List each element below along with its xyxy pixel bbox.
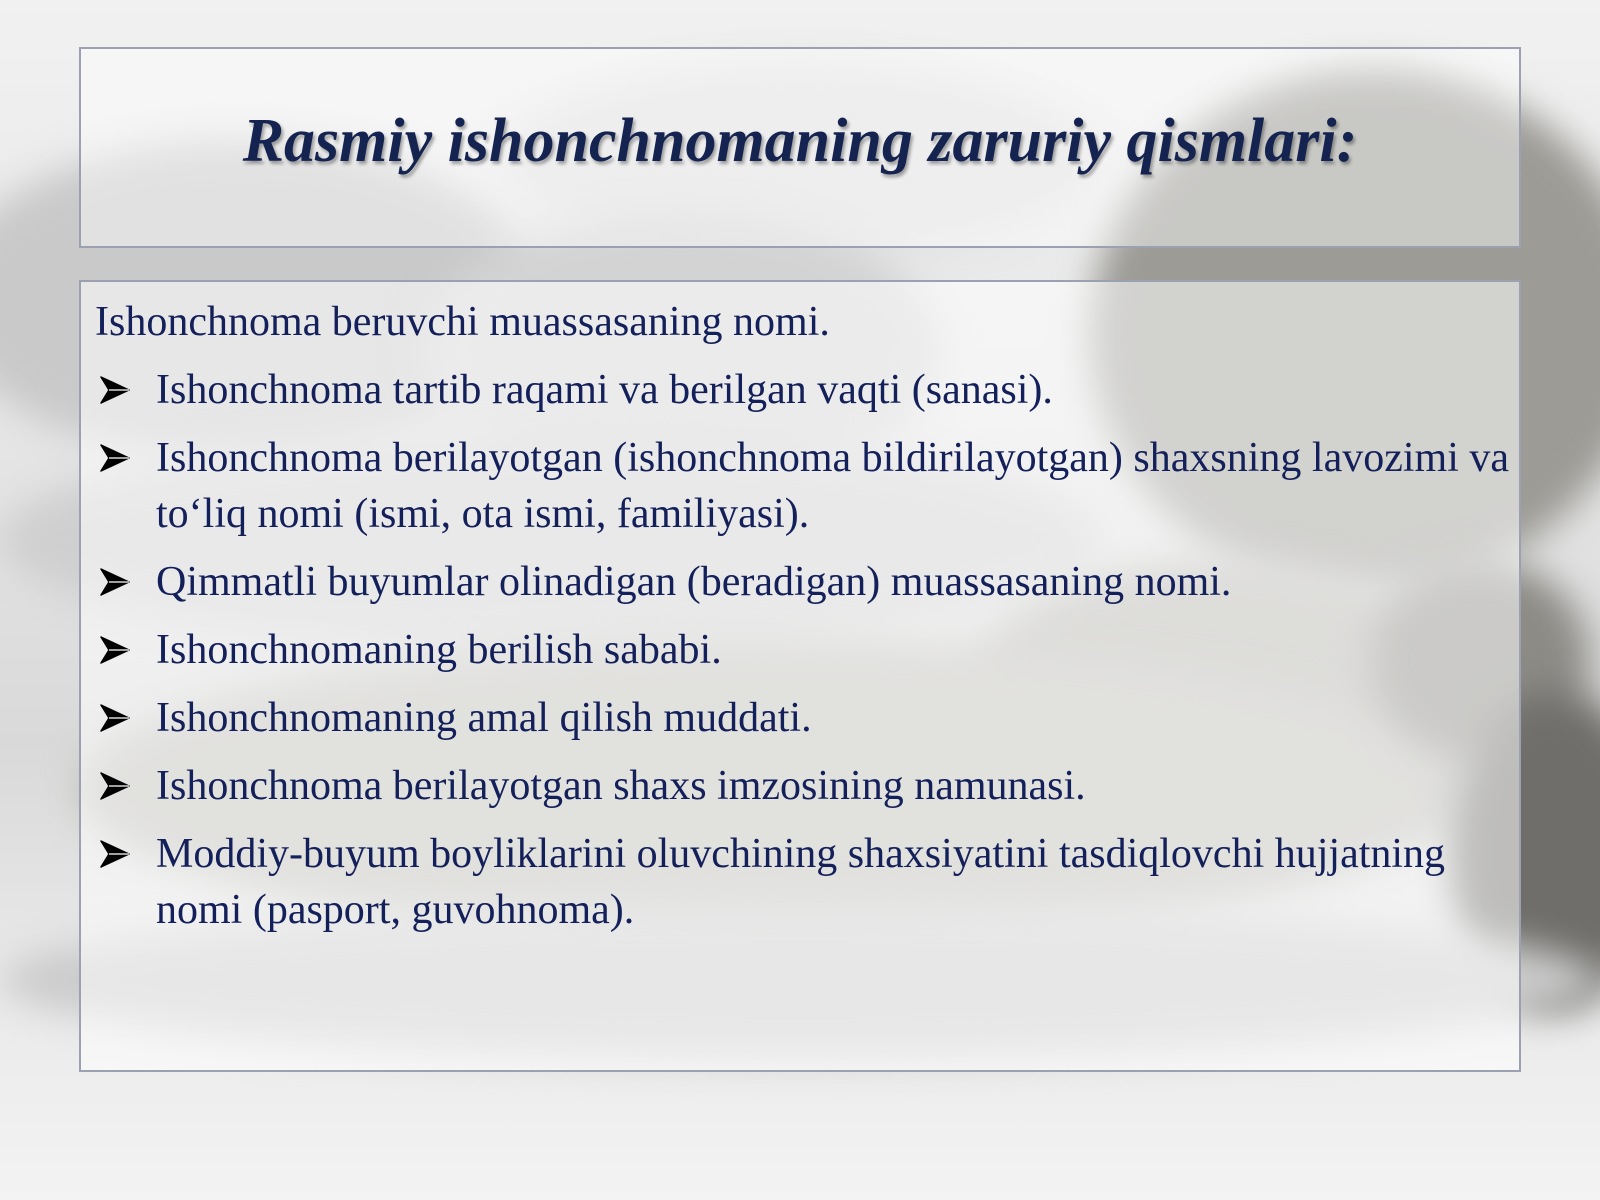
list-item-text: Ishonchnomaning amal qilish muddati. xyxy=(156,695,812,741)
list-item xyxy=(95,826,1515,938)
list-item xyxy=(95,554,1515,610)
arrow-bullet-icon xyxy=(99,703,131,733)
arrow-bullet-icon xyxy=(99,443,131,473)
arrow-bullet-icon xyxy=(99,635,131,665)
list-item-text: Ishonchnoma berilayotgan (ishonchnoma bildirilayotgan) shaxsning lavozimi va to‘liq nomi (ismi, ota ismi, familiyasi). xyxy=(156,435,1510,537)
lead-line: Ishonchnoma beruvchi muassasaning nomi. xyxy=(95,299,830,345)
bullet-list xyxy=(95,362,1515,938)
content-area xyxy=(95,294,1515,950)
list-item-text: Ishonchnomaning berilish sababi. xyxy=(156,627,722,673)
list-item xyxy=(95,690,1515,746)
list-item-text: Moddiy-buyum boyliklarini oluvchining shaxsiyatini tasdiqlovchi hujjatning nomi (pasport, guvohnoma). xyxy=(156,831,1446,933)
arrow-bullet-icon xyxy=(99,771,131,801)
list-item-text: Ishonchnoma tartib raqami va berilgan vaqti (sanasi). xyxy=(156,367,1053,413)
list-item xyxy=(95,362,1515,418)
slide-title: Rasmiy ishonchnomaning zaruriy qismlari: xyxy=(242,107,1358,175)
list-item xyxy=(95,758,1515,814)
list-item-text: Ishonchnoma berilayotgan shaxs imzosining namunasi. xyxy=(156,763,1086,809)
list-item xyxy=(95,622,1515,678)
arrow-bullet-icon xyxy=(99,375,131,405)
arrow-bullet-icon xyxy=(99,839,131,869)
list-item xyxy=(95,430,1515,542)
arrow-bullet-icon xyxy=(99,567,131,597)
list-item-text: Qimmatli buyumlar olinadigan (beradigan) muassasaning nomi. xyxy=(156,559,1232,605)
